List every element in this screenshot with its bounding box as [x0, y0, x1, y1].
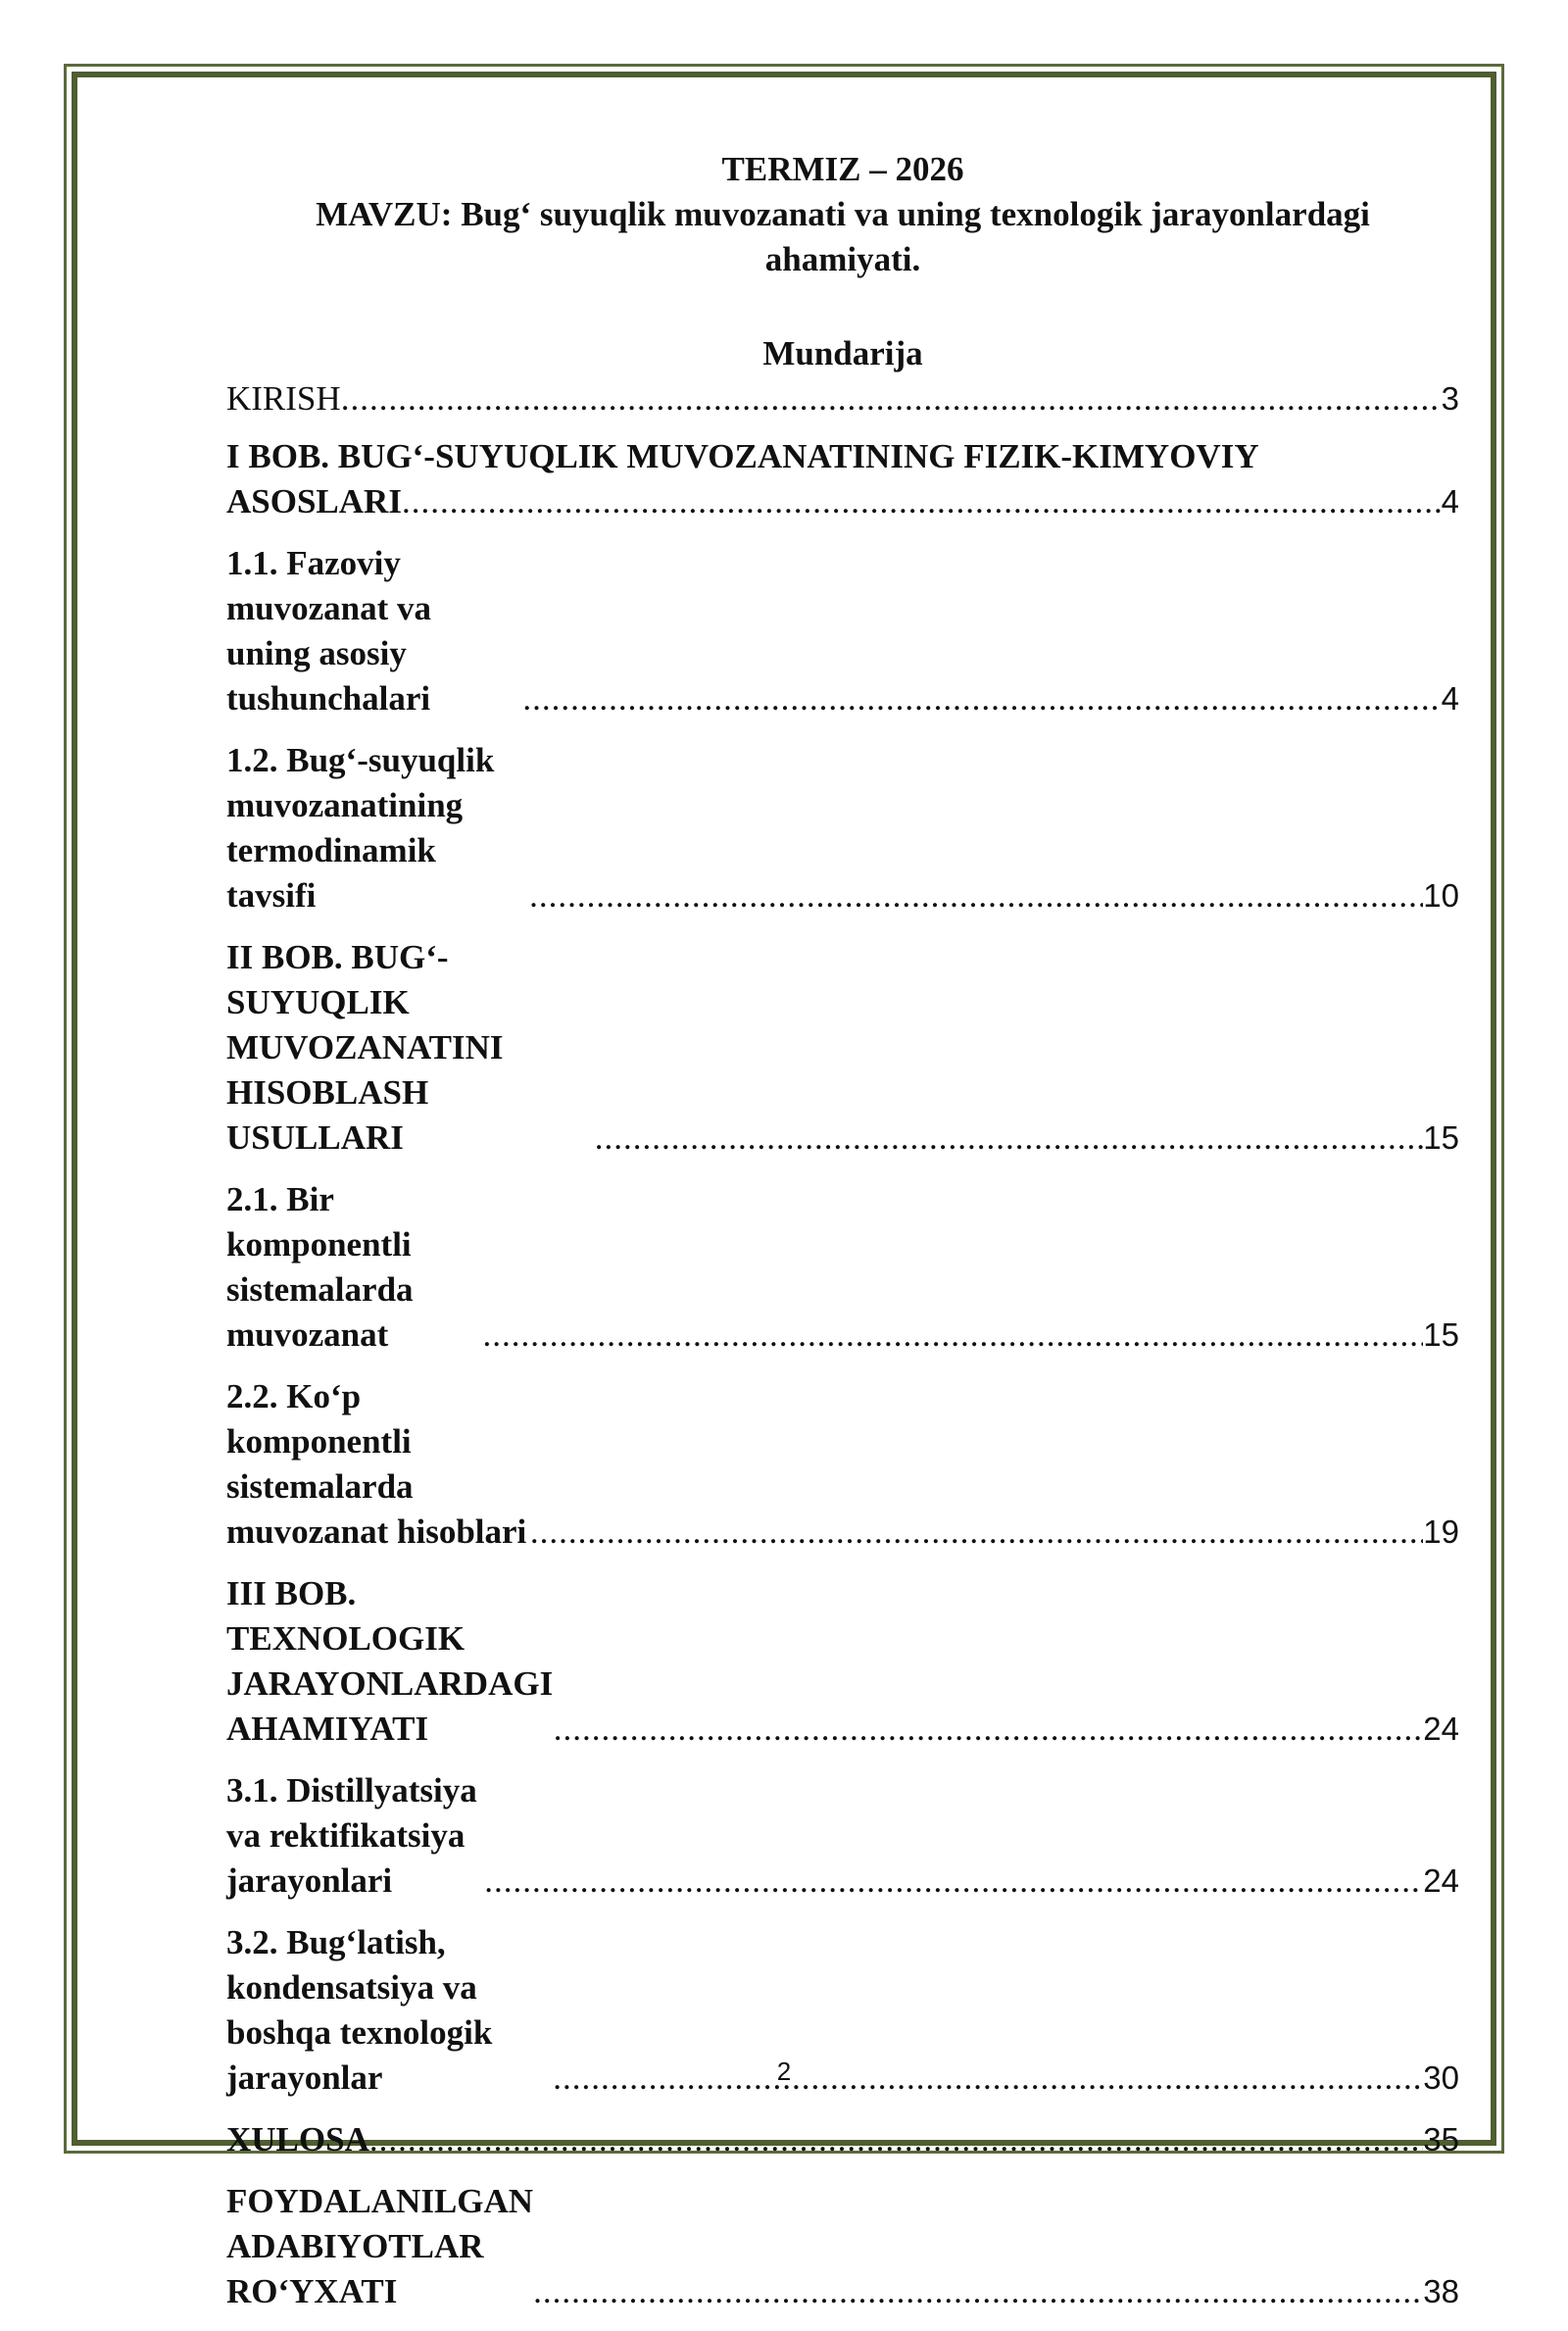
toc-heading: Mundarija: [762, 334, 923, 372]
toc-entry-text: XULOSA: [226, 2120, 369, 2158]
toc-entry-chapter-1[interactable]: [226, 434, 1459, 541]
toc-page-number: 15: [1423, 1119, 1459, 1156]
toc-entry-3-1[interactable]: [226, 1768, 1459, 1920]
toc-leader-dots: [554, 1707, 1424, 1752]
toc-entry-1-2[interactable]: [226, 738, 1459, 935]
toc-entry-text-line1: I BOB. BUG‘-SUYUQLIK MUVOZANATINING FIZIK-KIMYOVIY: [226, 437, 1259, 475]
toc-page-number: 24: [1423, 1862, 1459, 1899]
toc-leader-dots: [533, 2269, 1423, 2314]
city-year: TERMIZ – 2026: [721, 150, 964, 188]
toc-leader-dots: [595, 1116, 1424, 1161]
toc-leader-dots: [369, 2117, 1423, 2162]
toc-page-number: 19: [1423, 1513, 1459, 1550]
toc-leader-dots: [522, 676, 1441, 721]
toc-page-number: 35: [1423, 2121, 1459, 2157]
toc-entry-text: II BOB. BUG‘-SUYUQLIK MUVOZANATINI HISOBLASH USULLARI: [226, 938, 504, 1157]
toc-entry-text: 3.1. Distillyatsiya va rektifikatsiya jarayonlari: [226, 1771, 477, 1900]
table-of-contents: [226, 376, 1459, 2331]
toc-leader-dots: [482, 1313, 1423, 1358]
toc-entry-text: 2.2. Ko‘p komponentli sistemalarda muvozanat hisoblari: [226, 1377, 527, 1551]
toc-leader-dots: [484, 1859, 1423, 1904]
toc-leader-dots: [529, 873, 1423, 918]
toc-entry-text-line2: ASOSLARI: [226, 482, 402, 521]
toc-leader-dots: [341, 376, 1442, 422]
toc-page-number: 15: [1423, 1316, 1459, 1353]
toc-entry-chapter-2[interactable]: [226, 935, 1459, 1177]
toc-page-number: 3: [1441, 380, 1459, 417]
toc-entry-references[interactable]: [226, 2179, 1459, 2331]
toc-entry-text: 3.2. Bug‘latish, kondensatsiya va boshqa texnologik jarayonlar: [226, 1923, 493, 2097]
toc-entry-2-2[interactable]: [226, 1374, 1459, 1571]
toc-entry-text: KIRISH: [226, 379, 341, 418]
toc-entry-chapter-3[interactable]: [226, 1571, 1459, 1768]
document-title: MAVZU: Bug‘ suyuqlik muvozanati va uning texnologik jarayonlardagi ahamiyati.: [316, 195, 1370, 278]
toc-entry-3-2[interactable]: [226, 1920, 1459, 2117]
toc-entry-text: III BOB. TEXNOLOGIK JARAYONLARDAGI AHAMIYATI: [226, 1574, 554, 1748]
toc-page-number: 24: [1423, 1711, 1459, 1747]
page-number: 2: [776, 2057, 792, 2086]
toc-entry-2-1[interactable]: [226, 1177, 1459, 1374]
toc-entry-text: 2.1. Bir komponentli sistemalarda muvozanat: [226, 1180, 414, 1354]
toc-leader-dots: [402, 479, 1442, 524]
toc-entry-text: 1.2. Bug‘-suyuqlik muvozanatining termodinamik tavsifi: [226, 741, 495, 915]
toc-page-number: 4: [1441, 483, 1459, 520]
document-content: [226, 147, 1459, 2331]
toc-page-number: 38: [1423, 2273, 1459, 2309]
toc-page-number: 10: [1423, 877, 1459, 914]
toc-page-number: 4: [1441, 680, 1459, 717]
toc-leader-dots: [530, 1510, 1423, 1555]
toc-entry-1-1[interactable]: [226, 541, 1459, 738]
toc-entry-text: 1.1. Fazoviy muvozanat va uning asosiy tushunchalari: [226, 544, 432, 718]
toc-entry-xulosa[interactable]: [226, 2117, 1459, 2179]
toc-page-number: 30: [1423, 2059, 1459, 2096]
toc-entry-kirish[interactable]: [226, 376, 1459, 434]
toc-entry-text: FOYDALANILGAN ADABIYOTLAR RO‘YXATI: [226, 2182, 534, 2310]
